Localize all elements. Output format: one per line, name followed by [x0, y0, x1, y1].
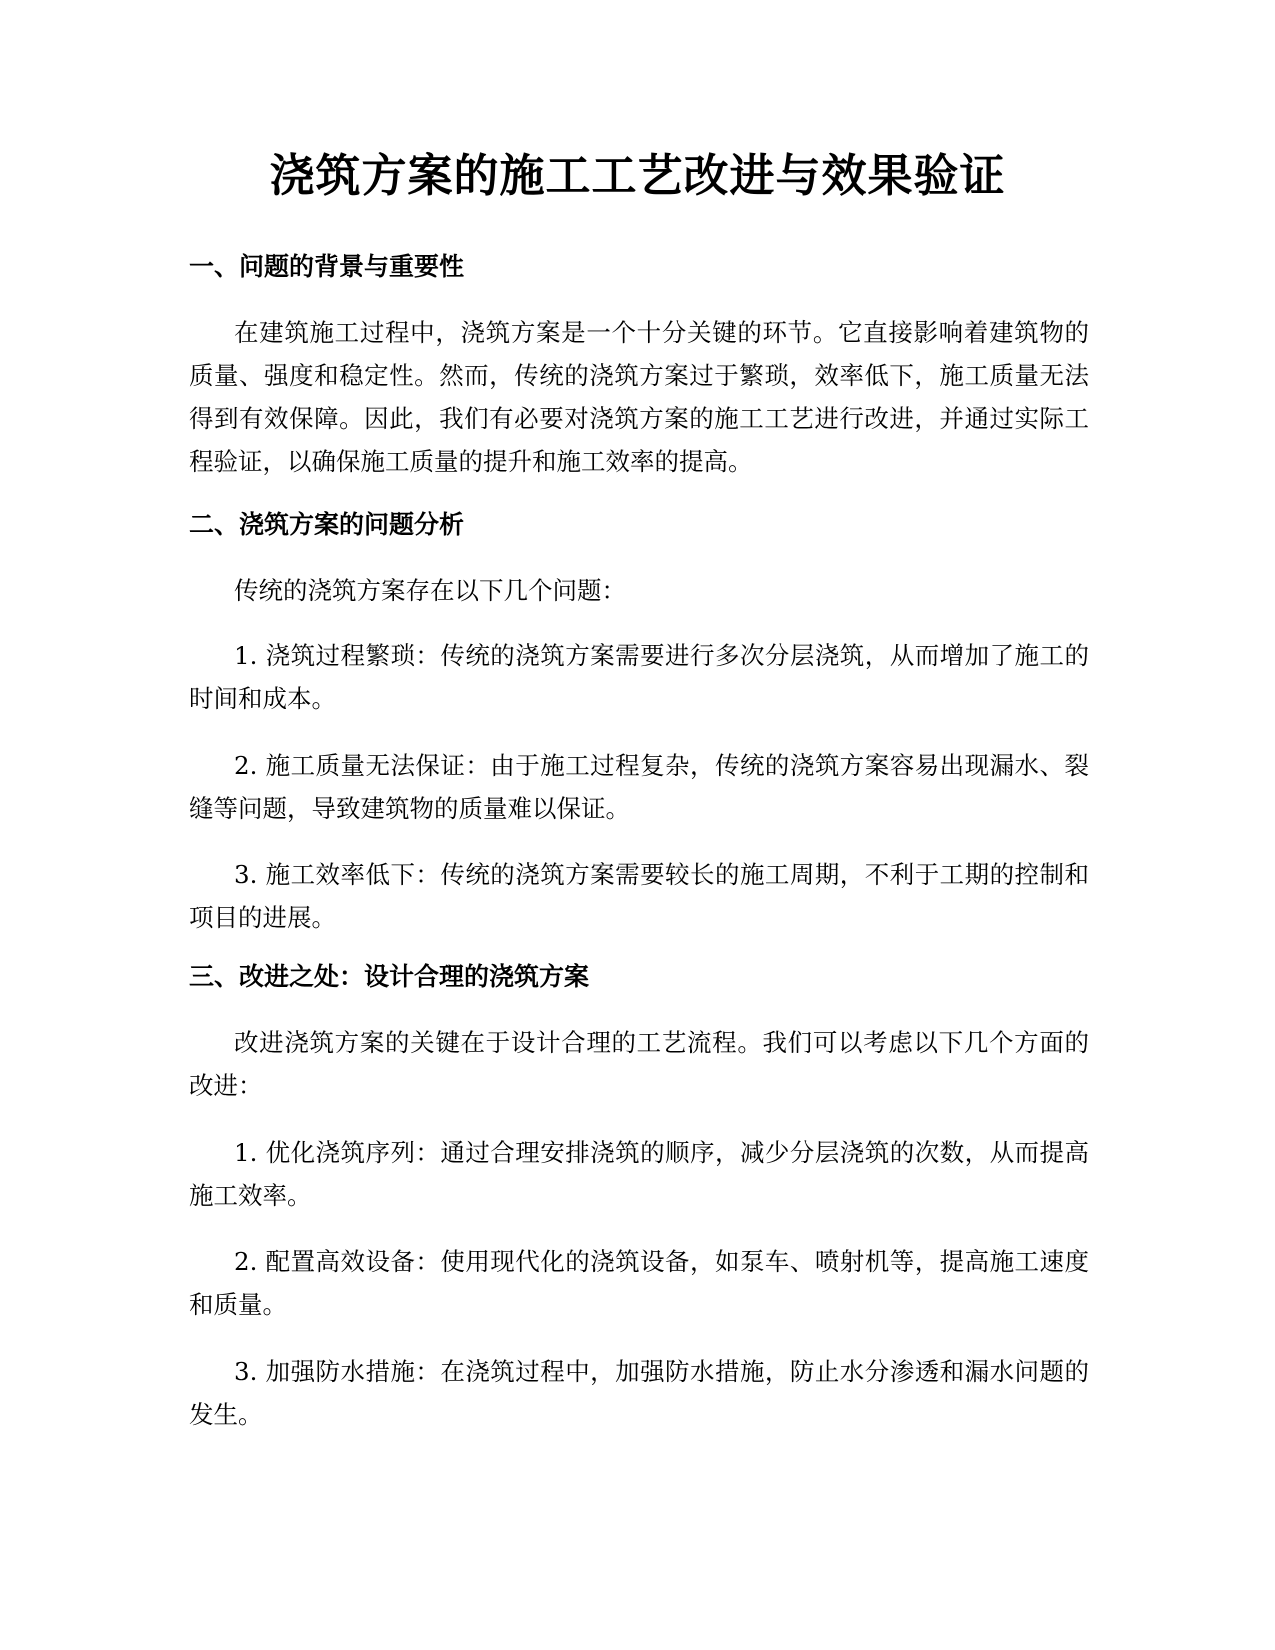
paragraph-improvement-intro: 改进浇筑方案的关键在于设计合理的工艺流程。我们可以考虑以下几个方面的改进： — [189, 1028, 1089, 1100]
list-item-improvement-1: 1. 优化浇筑序列：通过合理安排浇筑的顺序，减少分层浇筑的次数，从而提高施工效率。 — [189, 1138, 1089, 1210]
list-item-problem-3: 3. 施工效率低下：传统的浇筑方案需要较长的施工周期，不利于工期的控制和项目的进展。 — [189, 860, 1089, 932]
paragraph-background: 在建筑施工过程中，浇筑方案是一个十分关键的环节。它直接影响着建筑物的质量、强度和稳定性。然而，传统的浇筑方案过于繁琐，效率低下，施工质量无法得到有效保障。因此，我们有必要对浇筑方案的施工工艺进行改进，并通过实际工程验证，以确保施工质量的提升和施工效率的提高。 — [189, 318, 1089, 476]
section-heading-background: 一、问题的背景与重要性 — [189, 252, 465, 281]
list-item-improvement-3: 3. 加强防水措施：在浇筑过程中，加强防水措施，防止水分渗透和漏水问题的发生。 — [189, 1357, 1089, 1429]
list-item-problem-1: 1. 浇筑过程繁琐：传统的浇筑方案需要进行多次分层浇筑，从而增加了施工的时间和成本。 — [189, 641, 1089, 713]
section-heading-problem-analysis: 二、浇筑方案的问题分析 — [189, 510, 465, 539]
list-item-problem-2: 2. 施工质量无法保证：由于施工过程复杂，传统的浇筑方案容易出现漏水、裂缝等问题，导致建筑物的质量难以保证。 — [189, 751, 1089, 823]
section-heading-improvements: 三、改进之处：设计合理的浇筑方案 — [189, 962, 590, 991]
list-item-improvement-2: 2. 配置高效设备：使用现代化的浇筑设备，如泵车、喷射机等，提高施工速度和质量。 — [189, 1247, 1089, 1319]
paragraph-problem-intro: 传统的浇筑方案存在以下几个问题： — [234, 576, 626, 605]
document-title: 浇筑方案的施工工艺改进与效果验证 — [269, 149, 1006, 202]
